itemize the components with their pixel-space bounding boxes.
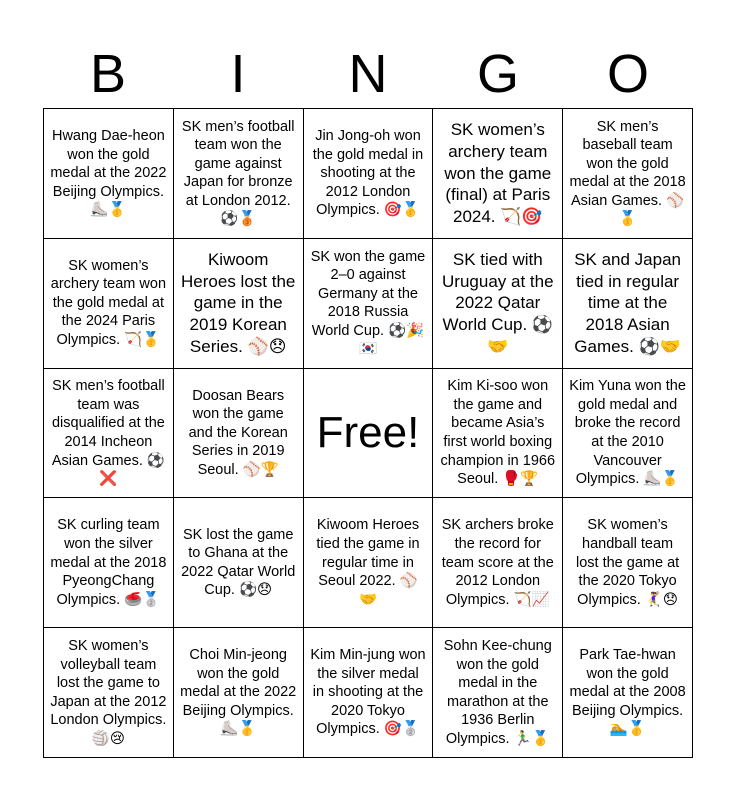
bingo-cell-r3c1[interactable]: SK men’s football team was disqualified at the 2014 Incheon Asian Games. ⚽❌ bbox=[44, 369, 174, 499]
bingo-cell-r4c5[interactable]: SK women’s handball team lost the game at the 2020 Tokyo Olympics. 🤾‍♀️😞 bbox=[563, 498, 693, 628]
bingo-cell-r1c5[interactable]: SK men’s baseball team won the gold medal at the 2018 Asian Games. ⚾🥇 bbox=[563, 109, 693, 239]
bingo-cell-r1c3[interactable]: Jin Jong-oh won the gold medal in shooting at the 2012 London Olympics. 🎯🥇 bbox=[304, 109, 434, 239]
bingo-cell-r4c4[interactable]: SK archers broke the record for team score at the 2012 London Olympics. 🏹📈 bbox=[433, 498, 563, 628]
bingo-cell-r1c4[interactable]: SK women’s archery team won the game (final) at Paris 2024. 🏹🎯 bbox=[433, 109, 563, 239]
bingo-cell-r5c1[interactable]: SK women’s volleyball team lost the game to Japan at the 2012 London Olympics. 🏐😢 bbox=[44, 628, 174, 758]
header-letter-o: O bbox=[606, 44, 649, 104]
bingo-cell-r2c5[interactable]: SK and Japan tied in regular time at the 2018 Asian Games. ⚽🤝 bbox=[563, 239, 693, 369]
bingo-cell-r3c4[interactable]: Kim Ki-soo won the game and became Asia’s first world boxing champion in 1966 Seoul. 🥊🏆 bbox=[433, 369, 563, 499]
bingo-cell-r4c3[interactable]: Kiwoom Heroes tied the game in regular time in Seoul 2022. ⚾🤝 bbox=[304, 498, 434, 628]
bingo-cell-r1c1[interactable]: Hwang Dae-heon won the gold medal at the 2022 Beijing Olympics. ⛸️🥇 bbox=[44, 109, 174, 239]
bingo-cell-r4c1[interactable]: SK curling team won the silver medal at the 2018 PyeongChang Olympics. 🥌🥈 bbox=[44, 498, 174, 628]
bingo-cell-r5c2[interactable]: Choi Min-jeong won the gold medal at the 2022 Beijing Olympics. ⛸️🥇 bbox=[174, 628, 304, 758]
bingo-cell-r5c4[interactable]: Sohn Kee-chung won the gold medal in the marathon at the 1936 Berlin Olympics. 🏃‍♂️🥇 bbox=[433, 628, 563, 758]
bingo-cell-r2c4[interactable]: SK tied with Uruguay at the 2022 Qatar World Cup. ⚽🤝 bbox=[433, 239, 563, 369]
bingo-cell-r2c2[interactable]: Kiwoom Heroes lost the game in the 2019 Korean Series. ⚾😞 bbox=[174, 239, 304, 369]
bingo-cell-r2c3[interactable]: SK won the game 2–0 against Germany at the 2018 Russia World Cup. ⚽🎉🇰🇷 bbox=[304, 239, 434, 369]
bingo-header bbox=[43, 40, 693, 108]
bingo-cell-r2c1[interactable]: SK women’s archery team won the gold medal at the 2024 Paris Olympics. 🏹🥇 bbox=[44, 239, 174, 369]
header-letter-n: N bbox=[348, 44, 388, 104]
bingo-cell-r3c5[interactable]: Kim Yuna won the gold medal and broke the record at the 2010 Vancouver Olympics. ⛸️🥇 bbox=[563, 369, 693, 499]
header-letter-g: G bbox=[476, 44, 519, 104]
bingo-cell-r4c2[interactable]: SK lost the game to Ghana at the 2022 Qatar World Cup. ⚽😞 bbox=[174, 498, 304, 628]
bingo-cell-r5c3[interactable]: Kim Min-jung won the silver medal in shooting at the 2020 Tokyo Olympics. 🎯🥈 bbox=[304, 628, 434, 758]
bingo-cell-r1c2[interactable]: SK men’s football team won the game against Japan for bronze at London 2012. ⚽🥉 bbox=[174, 109, 304, 239]
bingo-cell-r5c5[interactable]: Park Tae-hwan won the gold medal at the 2008 Beijing Olympics. 🏊🥇 bbox=[563, 628, 693, 758]
bingo-grid bbox=[43, 108, 693, 758]
free-space[interactable]: Free! bbox=[304, 369, 434, 499]
bingo-cell-r3c2[interactable]: Doosan Bears won the game and the Korean Series in 2019 Seoul. ⚾🏆 bbox=[174, 369, 304, 499]
header-letter-b: B bbox=[89, 44, 127, 104]
header-letter-i: I bbox=[230, 44, 246, 104]
